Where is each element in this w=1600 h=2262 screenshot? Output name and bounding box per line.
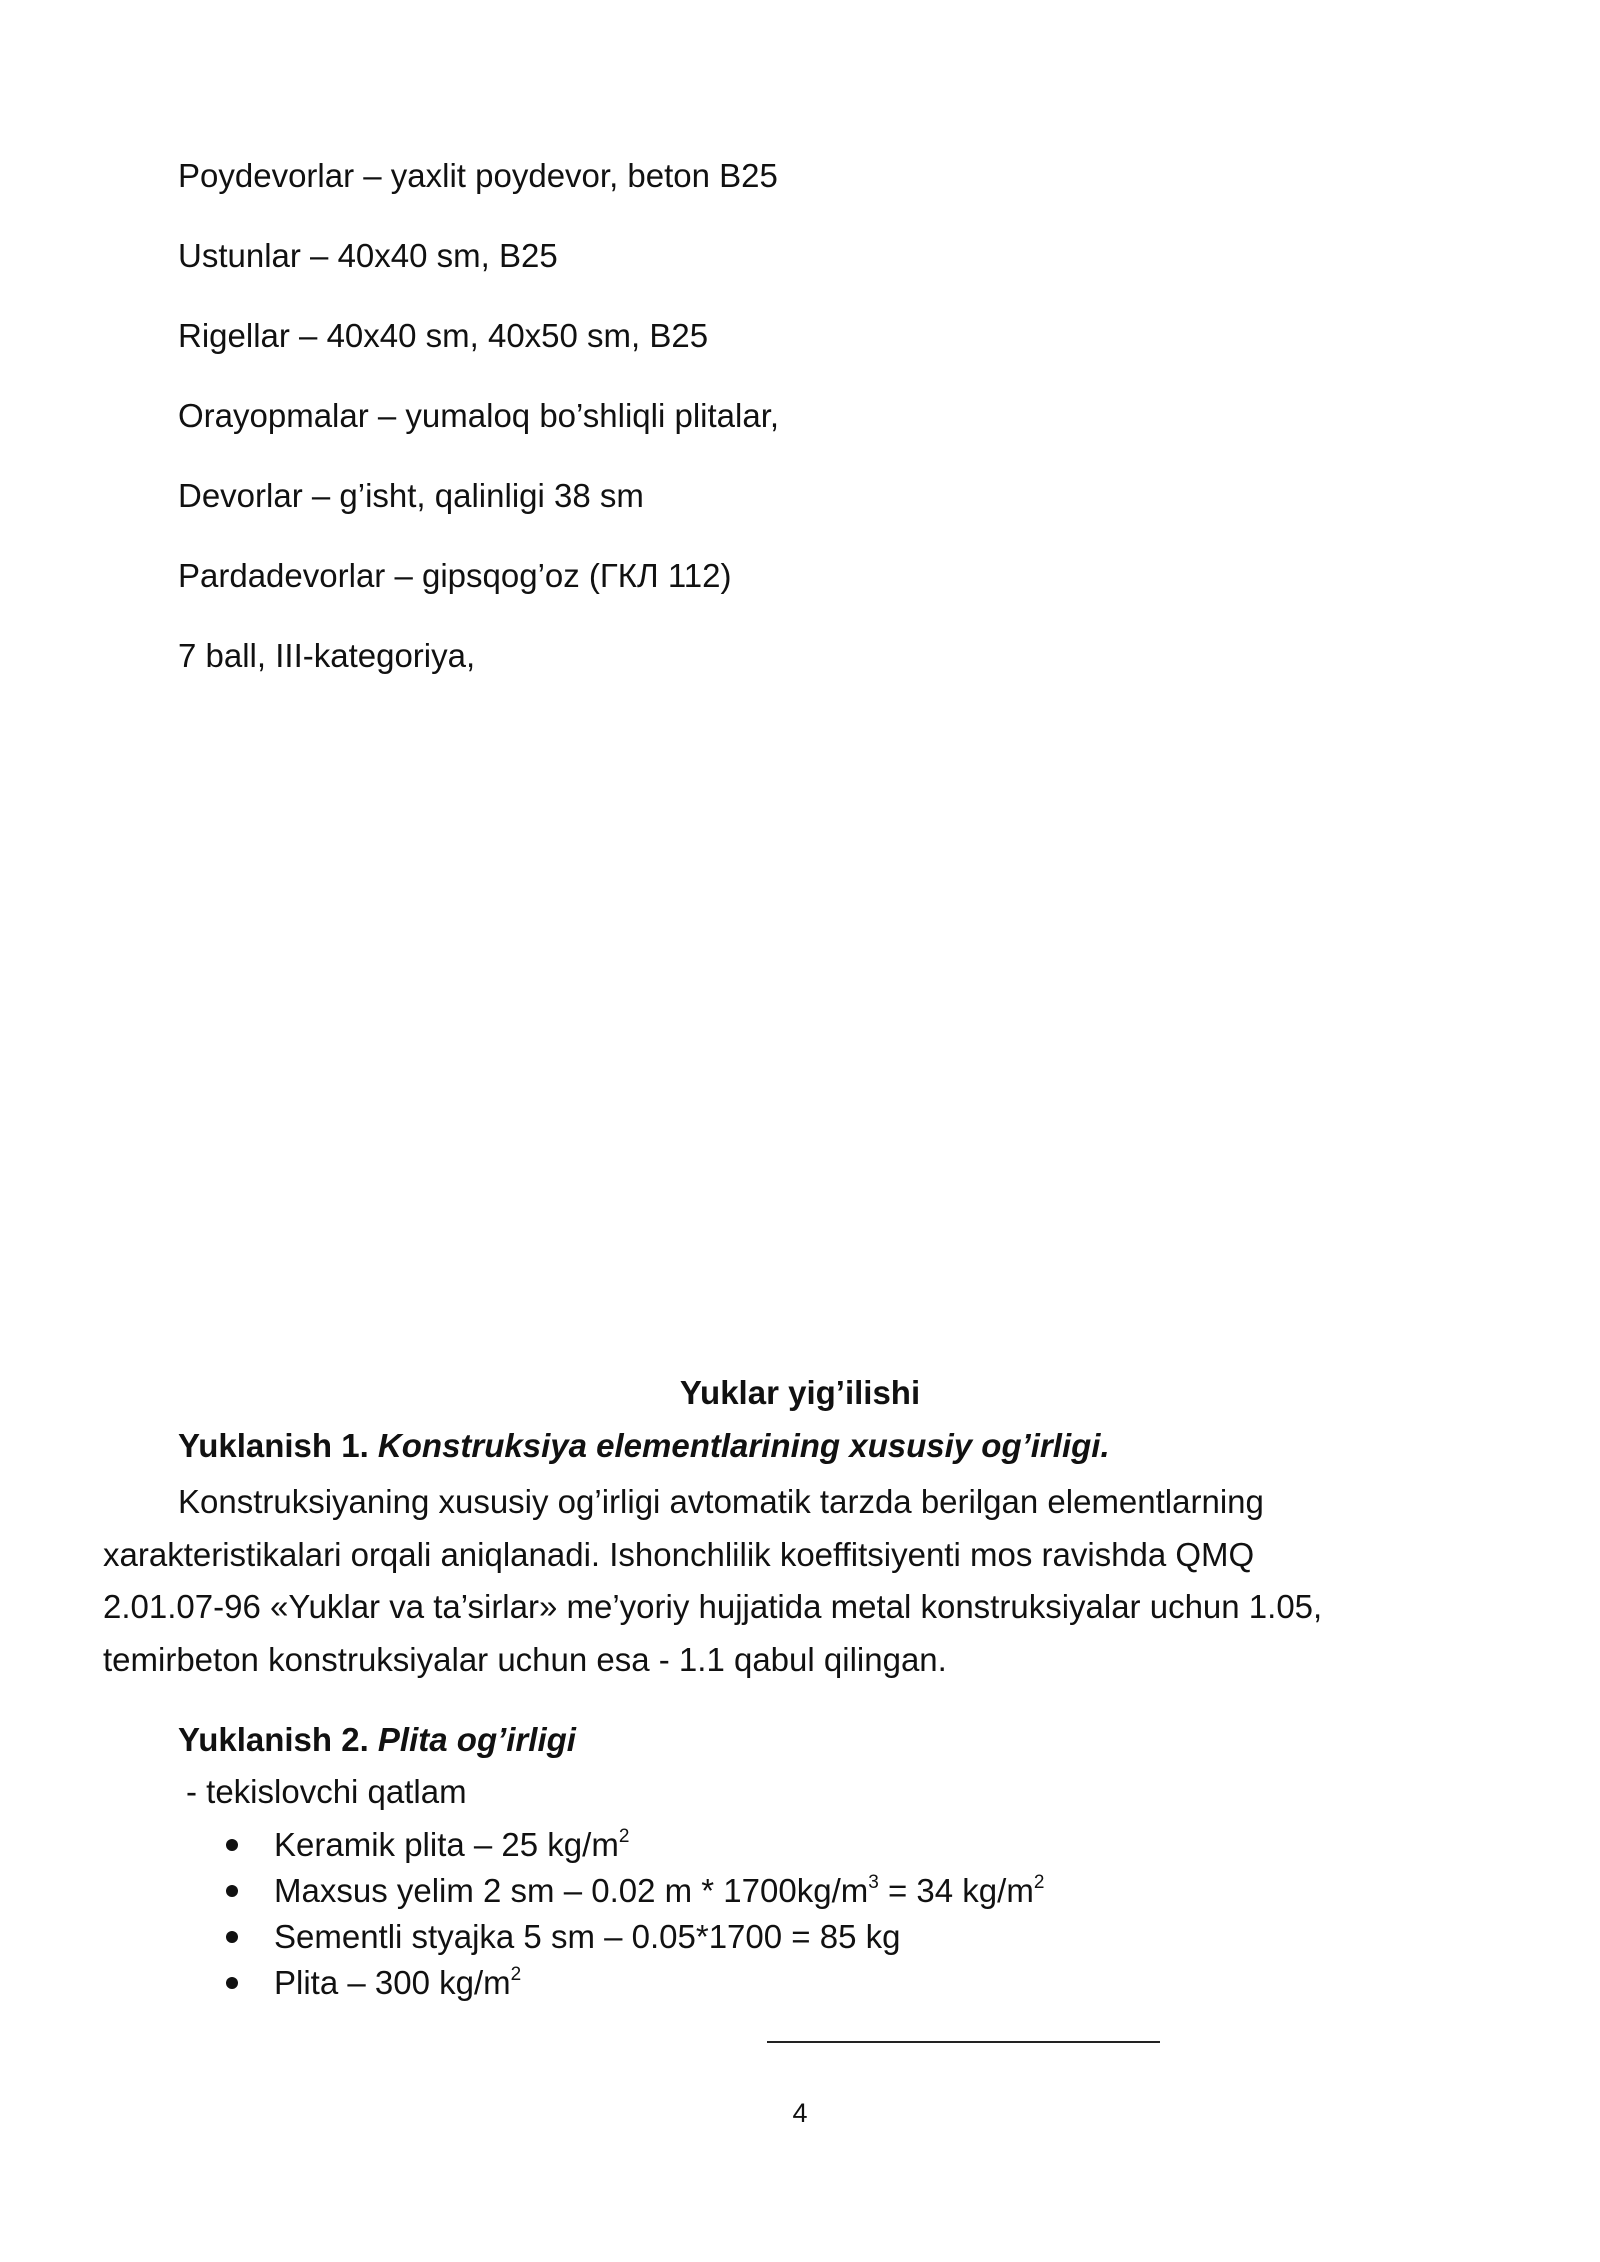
- load-1-paragraph: [103, 1476, 1403, 1686]
- item-text: Sementli styajka 5 sm – 0.05*1700 = 85 kg: [274, 1918, 901, 1955]
- spec-foundations: Poydevorlar – yaxlit poydevor, beton B25: [178, 157, 778, 194]
- paragraph-line: xarakteristikalari orqali aniqlanadi. Ishonchlilik koeffitsiyenti mos ravishda QMQ: [103, 1535, 1255, 1573]
- spec-beams: Rigellar – 40x40 sm, 40x50 sm, B25: [178, 317, 709, 354]
- list-item: [226, 1914, 1044, 1960]
- superscript: 2: [1033, 1872, 1045, 1893]
- load-items-list: [226, 1822, 1044, 2006]
- section-title: Yuklar yig’ilishi: [679, 1374, 921, 1411]
- superscript: 3: [868, 1872, 879, 1893]
- load-1-title: Konstruksiya elementlarining xususiy og’irligi.: [377, 1427, 1110, 1464]
- spec-walls: Devorlar – g’isht, qalinligi 38 sm: [178, 477, 644, 514]
- bullet-icon: [226, 1931, 238, 1943]
- list-item: [226, 1960, 1044, 2006]
- spec-floor-slabs: Orayopmalar – yumaloq bo’shliqli plitalar,: [178, 397, 780, 434]
- load-1-label: Yuklanish 1.: [178, 1427, 369, 1464]
- footnote-separator: [767, 2041, 1160, 2043]
- paragraph-line: temirbeton konstruksiyalar uchun esa - 1.1 qabul qilingan.: [103, 1640, 947, 1678]
- load-2-label: Yuklanish 2.: [178, 1721, 369, 1758]
- superscript: 2: [510, 1964, 522, 1985]
- load-1-heading: [178, 1426, 1110, 1466]
- spec-seismic: 7 ball, III-kategoriya,: [178, 637, 476, 674]
- spec-partitions: Pardadevorlar – gipsqog’oz (ГКЛ 112): [178, 557, 732, 594]
- superscript: 2: [618, 1826, 630, 1847]
- leveling-layer-subtitle: - tekislovchi qatlam: [186, 1773, 467, 1810]
- bullet-icon: [226, 1839, 238, 1851]
- item-text: Plita – 300 kg/m: [274, 1964, 511, 2001]
- item-text-continued: = 34 kg/m: [878, 1872, 1034, 1909]
- item-text: Maxsus yelim 2 sm – 0.02 m * 1700kg/m: [274, 1872, 869, 1909]
- load-2-heading: [178, 1720, 576, 1760]
- spec-columns: Ustunlar – 40x40 sm, B25: [178, 237, 558, 274]
- page-number: 4: [792, 2098, 808, 2128]
- list-item: [226, 1868, 1044, 1914]
- item-text: Keramik plita – 25 kg/m: [274, 1826, 619, 1863]
- load-2-title: Plita og’irligi: [377, 1721, 576, 1758]
- list-item: [226, 1822, 1044, 1868]
- bullet-icon: [226, 1977, 238, 1989]
- paragraph-line: Konstruksiyaning xususiy og’irligi avtomatik tarzda berilgan elementlarning: [178, 1483, 1264, 1520]
- paragraph-line: 2.01.07-96 «Yuklar va ta’sirlar» me’yoriy hujjatida metal konstruksiyalar uchun 1.05,: [103, 1588, 1323, 1625]
- bullet-icon: [226, 1885, 238, 1897]
